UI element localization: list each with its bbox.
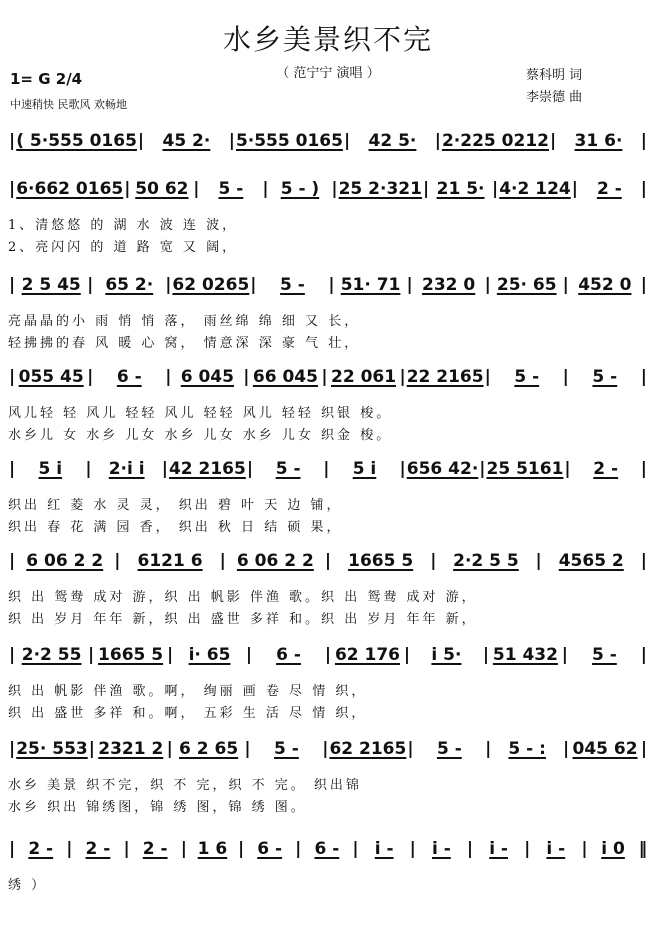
- barline: |: [166, 645, 174, 665]
- barline: |: [9, 839, 16, 859]
- notation-row: [8, 364, 648, 394]
- measure: 6 -: [116, 367, 142, 387]
- barline: |: [399, 367, 406, 387]
- measure: 1665 5: [348, 551, 414, 571]
- barline: |: [479, 459, 486, 479]
- barline: |: [165, 275, 172, 295]
- barline: |: [85, 459, 92, 479]
- performer-credit: （ 范宁宁 演唱 ）: [276, 66, 380, 81]
- barline: |: [165, 367, 172, 387]
- barline: |: [430, 551, 437, 571]
- barline: |: [422, 179, 430, 199]
- barline: |: [640, 131, 647, 151]
- barline: |: [250, 275, 257, 295]
- lyric-line: 亮晶晶的小 雨 悄 悄 落， 雨丝绵 绵 细 又 长，: [8, 314, 361, 329]
- measure: 51· 71: [340, 275, 401, 295]
- lyric-line: 轻拂拂的春 风 暖 心 窝， 情意深 深 豪 气 壮，: [8, 336, 361, 351]
- measure: 42 2165: [168, 459, 246, 479]
- measure: 25· 65: [496, 275, 557, 295]
- barline: ‖: [638, 839, 648, 859]
- barline: |: [564, 459, 571, 479]
- measure: 5 -: [218, 179, 244, 199]
- measure: 2 5 45: [21, 275, 81, 295]
- barline: |: [114, 551, 121, 571]
- barline: |: [403, 645, 411, 665]
- measure: i 5·: [431, 645, 462, 665]
- barline: |: [485, 739, 492, 759]
- barline: |: [407, 739, 414, 759]
- barline: |: [123, 839, 130, 859]
- barline: |: [640, 275, 647, 295]
- measure: 42 5·: [368, 131, 417, 151]
- lyric-line: 1、清悠悠 的 湖 水 波 连 波，: [8, 218, 239, 233]
- measure: 6 2 65: [179, 739, 239, 759]
- measure: 66 045: [252, 367, 318, 387]
- measure: ( 5·555 0165: [16, 131, 137, 151]
- barline: |: [343, 131, 351, 151]
- measure: i -: [546, 839, 566, 859]
- barline: |: [262, 179, 269, 199]
- barline: |: [331, 179, 338, 199]
- measure: 2·i i: [108, 459, 145, 479]
- barline: |: [563, 739, 570, 759]
- lyric-line: 水乡 美景 织不完，织 不 完，织 不 完。 织出锦: [8, 778, 362, 793]
- measure: 62 176: [334, 645, 400, 665]
- barline: |: [409, 839, 416, 859]
- barline: |: [124, 179, 131, 199]
- measure: i· 65: [188, 645, 231, 665]
- barline: |: [219, 551, 226, 571]
- lyric-line: 织 出 鸳鸯 成对 游，织 出 帆影 伴渔 歌。织 出 鸳鸯 成对 游，: [8, 590, 478, 605]
- measure: 452 0: [578, 275, 632, 295]
- measure: 656 42·: [406, 459, 479, 479]
- measure: 5 -: [591, 645, 617, 665]
- measure: 5 - ): [280, 179, 320, 199]
- tempo-marking: 中速稍快 民歌风 欢畅地: [10, 98, 127, 111]
- barline: |: [484, 367, 491, 387]
- measure: 4565 2: [558, 551, 624, 571]
- barline: |: [482, 645, 490, 665]
- barline: |: [245, 645, 253, 665]
- barline: |: [295, 839, 302, 859]
- barline: |: [161, 459, 168, 479]
- barline: |: [137, 131, 145, 151]
- barline: |: [322, 739, 329, 759]
- notation-row: [8, 456, 648, 486]
- measure: 51 432: [492, 645, 558, 665]
- barline: |: [640, 367, 647, 387]
- notation-row: [8, 642, 648, 672]
- barline: |: [180, 839, 187, 859]
- barline: |: [640, 645, 647, 665]
- lyric-line: 风儿轻 轻 风儿 轻轻 风儿 轻轻 风儿 轻轻 织银 梭。: [8, 406, 393, 421]
- measure: 22 061: [331, 367, 397, 387]
- measure: 2 -: [142, 839, 168, 859]
- barline: |: [484, 275, 491, 295]
- barline: |: [246, 459, 254, 479]
- barline: |: [66, 839, 73, 859]
- measure: 232 0: [422, 275, 476, 295]
- barline: |: [352, 839, 359, 859]
- barline: |: [87, 275, 94, 295]
- notation-row: [8, 128, 648, 158]
- lyric-line: 水乡儿 女 水乡 儿女 水乡 儿女 水乡 儿女 织金 梭。: [8, 428, 393, 443]
- measure: 5 i: [38, 459, 63, 479]
- measure: 65 2·: [105, 275, 154, 295]
- measure: 5 -: [275, 459, 301, 479]
- barline: |: [9, 131, 16, 151]
- measure: 25 2·321: [338, 179, 422, 199]
- measure: 50 62: [135, 179, 189, 199]
- measure: 5 - :: [508, 739, 546, 759]
- notation-row: [8, 836, 648, 866]
- barline: |: [9, 739, 16, 759]
- measure: 2·2 5 5: [453, 551, 519, 571]
- barline: |: [228, 131, 235, 151]
- measure: 6 06 2 2: [236, 551, 314, 571]
- measure: i -: [374, 839, 394, 859]
- measure: 2 -: [596, 179, 622, 199]
- notation-row: [8, 272, 648, 302]
- measure: i -: [431, 839, 451, 859]
- barline: |: [562, 275, 569, 295]
- lyric-line: 水乡 织出 锦绣图，锦 绣 图，锦 绣 图。: [8, 800, 307, 815]
- measure: 25 5161: [486, 459, 564, 479]
- barline: |: [640, 739, 648, 759]
- barline: |: [321, 367, 328, 387]
- lyric-line: 织 出 帆影 伴渔 歌。啊， 绚丽 画 卷 尽 情 织，: [8, 684, 368, 699]
- measure: i -: [489, 839, 508, 859]
- measure: 045 62: [572, 739, 638, 759]
- measure: 1 6: [197, 839, 228, 859]
- lyricist-credit: 蔡科明 词: [526, 68, 583, 83]
- barline: |: [549, 131, 557, 151]
- measure: 2·2 55: [21, 645, 82, 665]
- barline: |: [328, 275, 335, 295]
- barline: |: [9, 645, 16, 665]
- barline: |: [640, 459, 647, 479]
- measure: 6 -: [314, 839, 340, 859]
- measure: 5 -: [280, 275, 305, 295]
- notation-row: [8, 176, 648, 206]
- measure: 2·225 0212: [441, 131, 549, 151]
- barline: |: [9, 459, 16, 479]
- barline: |: [324, 645, 332, 665]
- barline: |: [562, 367, 569, 387]
- measure: 6121 6: [137, 551, 203, 571]
- measure: 2 -: [593, 459, 619, 479]
- barline: |: [87, 645, 95, 665]
- lyric-line: 绣 ）: [8, 878, 48, 893]
- barline: |: [492, 179, 499, 199]
- measure: 21 5·: [436, 179, 485, 199]
- composer-credit: 李崇德 曲: [526, 90, 583, 105]
- barline: |: [193, 179, 200, 199]
- measure: 6 06 2 2: [26, 551, 104, 571]
- measure: 31 6·: [574, 131, 623, 151]
- measure: 1665 5: [98, 645, 164, 665]
- measure: 5 i: [352, 459, 377, 479]
- barline: |: [88, 739, 95, 759]
- measure: 62 0265: [172, 275, 250, 295]
- barline: |: [535, 551, 542, 571]
- barline: |: [87, 367, 94, 387]
- notation-row: [8, 736, 648, 766]
- barline: |: [324, 551, 332, 571]
- measure: 22 2165: [406, 367, 484, 387]
- barline: |: [571, 179, 578, 199]
- measure: 4·2 124: [499, 179, 571, 199]
- measure: 6 -: [257, 839, 283, 859]
- barline: |: [166, 739, 173, 759]
- barline: |: [323, 459, 330, 479]
- barline: |: [9, 367, 16, 387]
- measure: 2321 2: [98, 739, 164, 759]
- key-signature: 1= G 2/4: [10, 70, 83, 88]
- measure: 5 -: [592, 367, 618, 387]
- song-title: 水乡美景织不完: [222, 23, 433, 56]
- measure: 62 2165: [329, 739, 407, 759]
- barline: |: [244, 739, 251, 759]
- lyric-line: 织 出 岁月 年年 新，织 出 盛世 多祥 和。织 出 岁月 年年 新，: [8, 612, 478, 627]
- measure: 5·555 0165: [235, 131, 343, 151]
- barline: |: [9, 551, 16, 571]
- barline: |: [243, 367, 250, 387]
- barline: |: [640, 551, 647, 571]
- measure: 6·662 0165: [16, 179, 124, 199]
- notation-row: [8, 548, 648, 578]
- lyric-line: 织出 红 菱 水 灵 灵， 织出 碧 叶 天 边 铺，: [8, 498, 343, 513]
- barline: |: [406, 275, 413, 295]
- measure: 25· 553: [16, 739, 88, 759]
- barline: |: [9, 179, 16, 199]
- measure: 2 -: [28, 839, 54, 859]
- barline: |: [237, 839, 245, 859]
- barline: |: [561, 645, 568, 665]
- measure: 6 045: [180, 367, 234, 387]
- barline: |: [640, 179, 648, 199]
- measure: 055 45: [18, 367, 84, 387]
- barline: |: [434, 131, 441, 151]
- measure: 2 -: [85, 839, 111, 859]
- measure: 5 -: [514, 367, 540, 387]
- barline: |: [581, 839, 588, 859]
- measure: 45 2·: [162, 131, 211, 151]
- lyric-line: 2、亮闪闪 的 道 路 宽 又 阔，: [8, 240, 239, 255]
- lyric-line: 织出 春 花 满 园 香， 织出 秋 日 结 硕 果，: [8, 520, 343, 535]
- barline: |: [466, 839, 474, 859]
- barline: |: [399, 459, 406, 479]
- barline: |: [9, 275, 16, 295]
- lyric-line: 织 出 盛世 多祥 和。啊， 五彩 生 活 尽 情 织，: [8, 706, 368, 721]
- measure: i 0: [601, 839, 625, 859]
- measure: 6 -: [276, 645, 301, 665]
- measure: 5 -: [274, 739, 299, 759]
- measure: 5 -: [436, 739, 462, 759]
- barline: |: [524, 839, 531, 859]
